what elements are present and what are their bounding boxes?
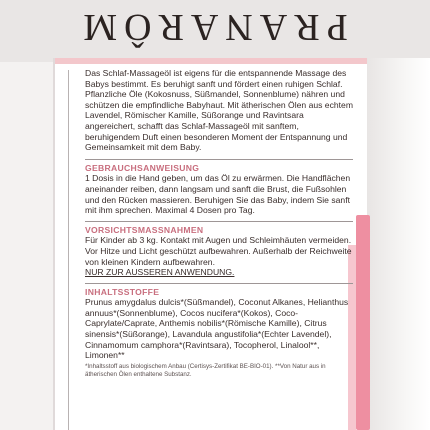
- ingredients-text: Prunus amygdalus dulcis*(Süßmandel), Coconut Alkanes, Helianthus annuus*(Sonnenblume), Cocos nucifera*(Kokos), Coco-Caprylate/Caprate, Anthemis nobilis*(Römische Kamille), Citrus sinensis*(Süßorange), Lavandula angustifolia*(Echter Lavendel), Cinnamomum camphora*(Ravintsara), Tocopherol, Linalool**, Limonen**: [85, 297, 349, 361]
- product-description: Das Schlaf-Massageöl ist eigens für die entspannende Massage des Babys bestimmt. Es beruhigt sanft und fördert einen ruhigen Schlaf. Pflanzliche Öle (Kokosnuss, Süßmandel, Sonnenblume) nähren und schützen die empfindliche Babyhaut. Mit ätherischen Ölen aus echtem Lavendel, Römischer Kamille, Süßorange und Ravintsara angereichert, schafft das Schlaf-Massageöl mit sanftem, beruhigendem Duft einen besonderen Moment der Entspannung und Gemeinsamkeit mit dem Baby.: [85, 68, 353, 153]
- external-use-note: NUR ZUR AUSSEREN ANWENDUNG.: [85, 267, 235, 278]
- pink-accent-bar: [356, 215, 370, 430]
- label-text: [85, 68, 353, 385]
- precautions-text: Für Kinder ab 3 kg. Kontakt mit Augen und Schleimhäuten vermeiden. Vor Hitze und Licht geschützt aufbewahren. Außerhalb der Reichweite von kleinen Kindern aufbewahren.: [85, 235, 352, 267]
- label-left-rule: [68, 70, 69, 430]
- brand-logo: PRANARÔM: [76, 6, 348, 48]
- label-pink-strip: [55, 58, 367, 64]
- usage-heading: GEBRAUCHSANWEISUNG: [85, 159, 353, 174]
- ingredients-footnote: *Inhaltsstoff aus biologischem Anbau (Certisys-Zertifikat BE-BIO-01). **Von Natur aus in ätherischen Ölen enthaltene Substanz.: [85, 362, 326, 378]
- usage-text: 1 Dosis in die Hand geben, um das Öl zu erwärmen. Die Handflächen aneinander reiben, dann langsam und sanft die Brust, die Fußsohlen und den Rücken massieren. Beruhigen Sie das Baby, indem Sie sanft mit ihm sprechen. Maximal 4 Dosen pro Tag.: [85, 173, 351, 216]
- box-side-edge: [367, 58, 430, 430]
- precautions-heading: VORSICHTSMASSNAHMEN: [85, 221, 353, 236]
- box-top: [0, 0, 430, 62]
- ingredients-heading: INHALTSSTOFFE: [85, 283, 353, 298]
